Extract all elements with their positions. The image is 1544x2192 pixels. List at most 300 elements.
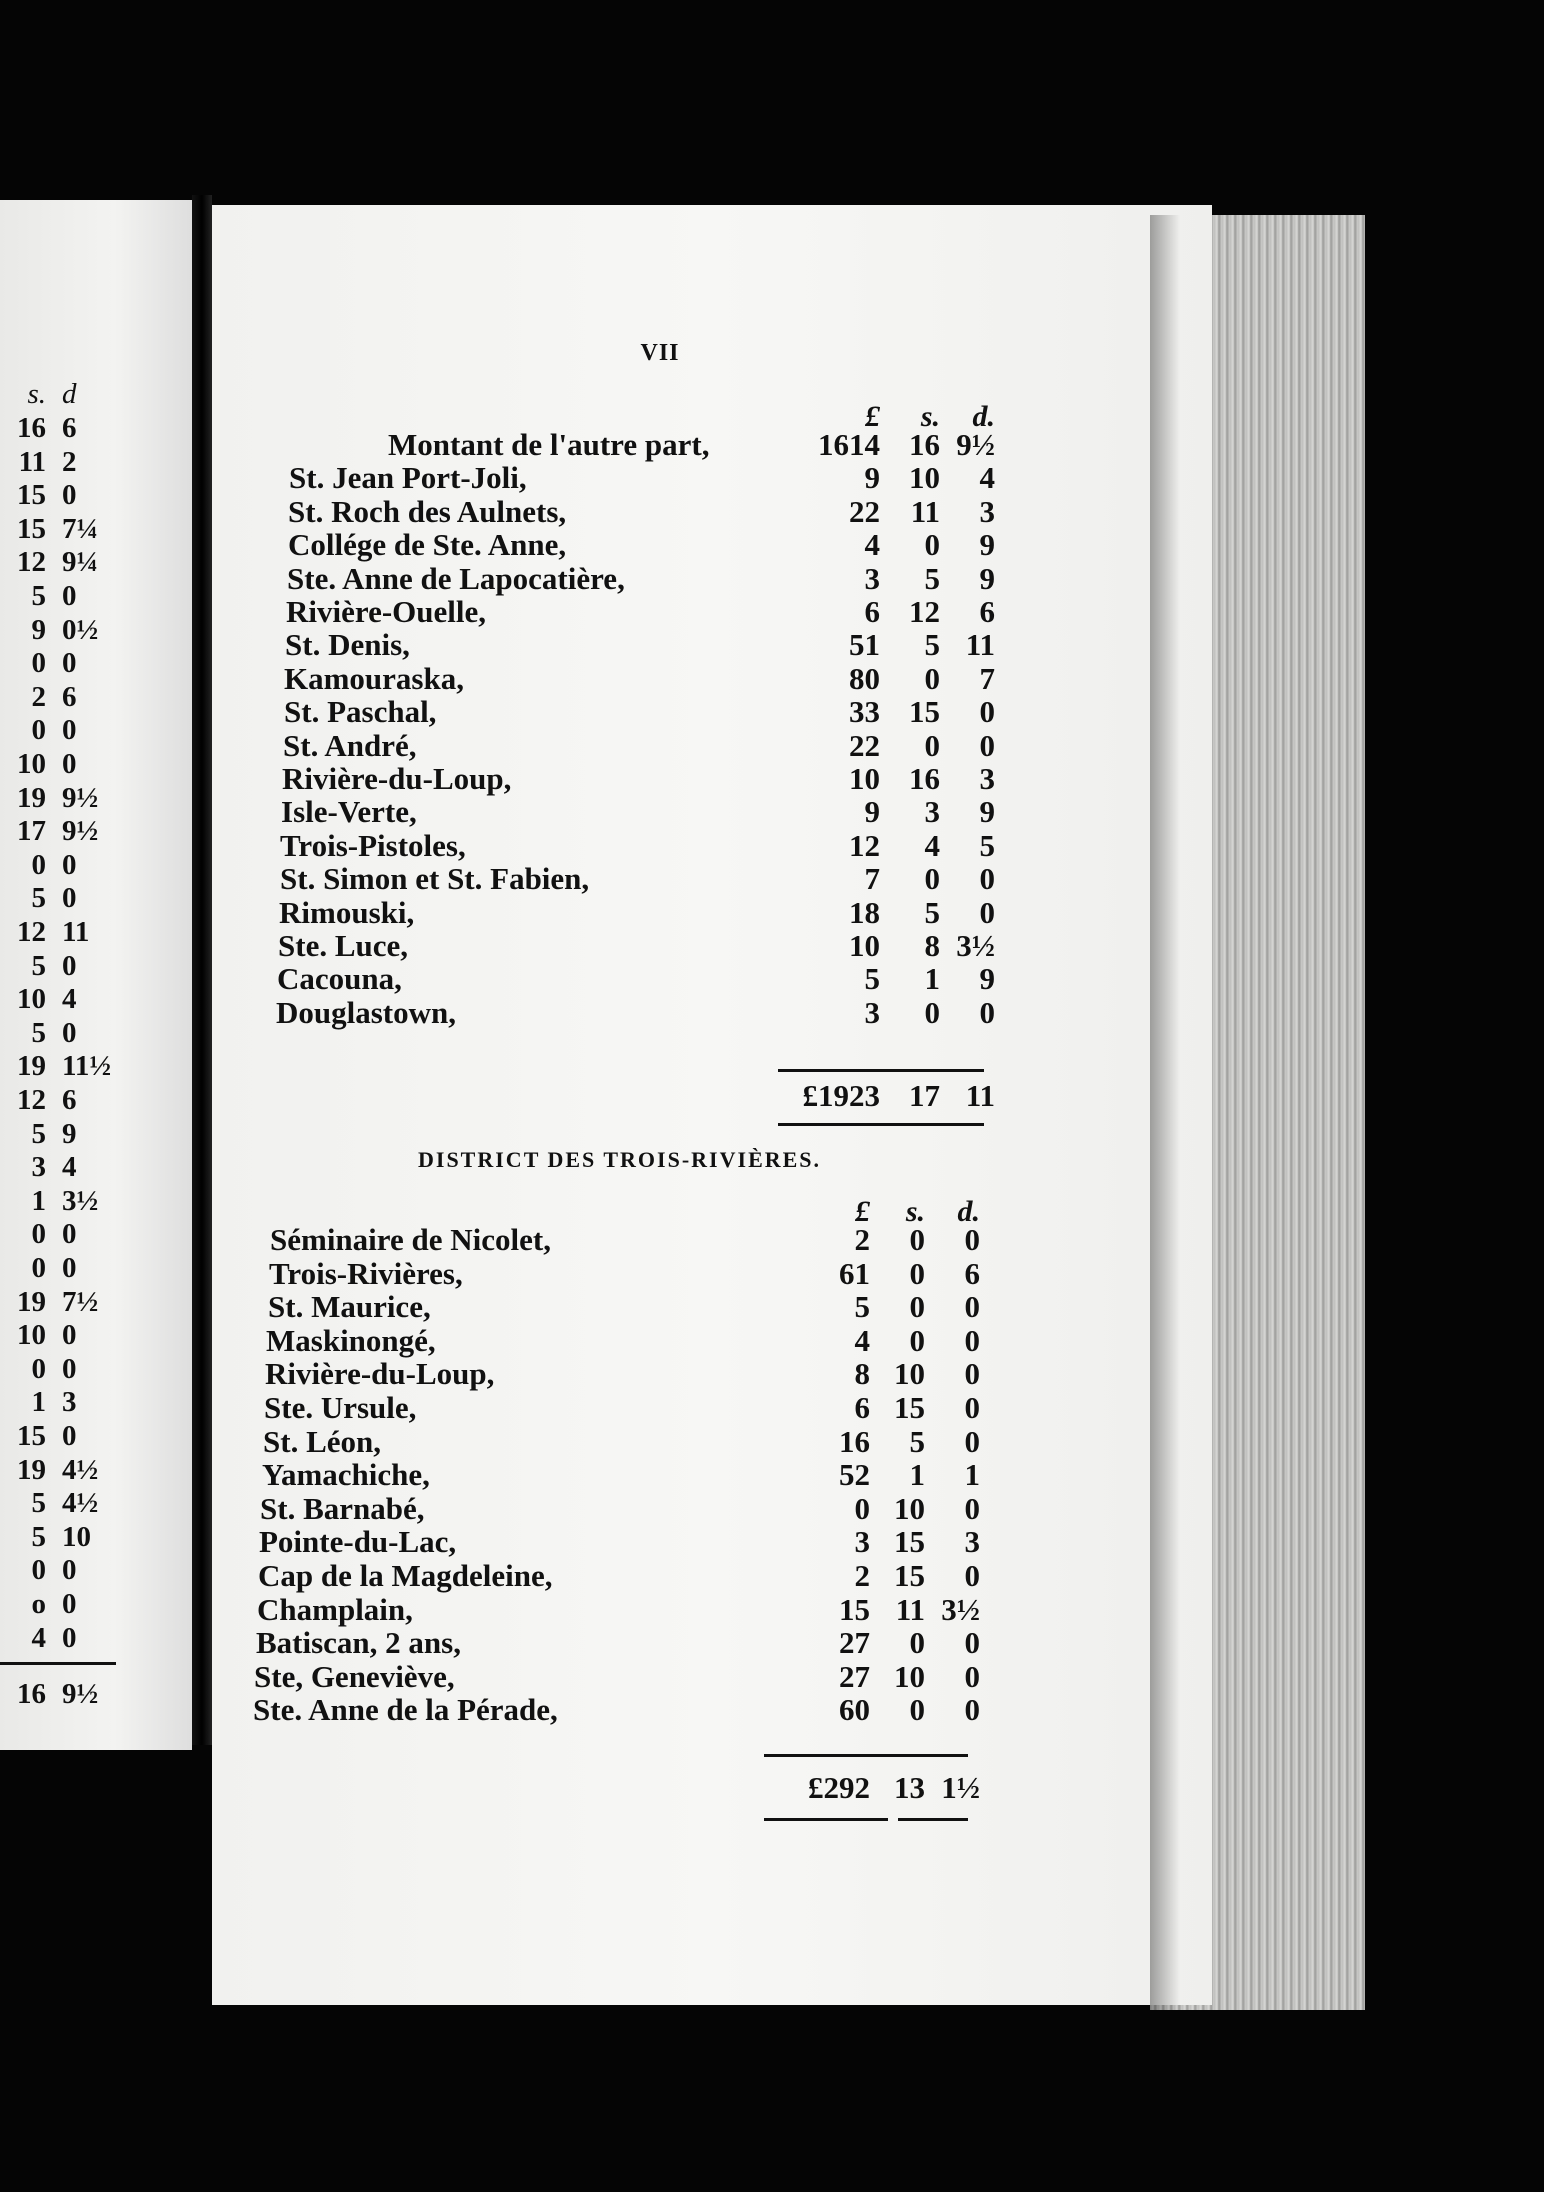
section1-row <box>280 861 1000 895</box>
section2-pence: 0 <box>964 1558 980 1593</box>
section2-pounds: 5 <box>854 1289 870 1325</box>
section1-shillings: 3 <box>924 794 940 830</box>
left-row <box>0 1050 120 1084</box>
section2-place-name: Maskinongé, <box>266 1322 436 1358</box>
section1-place-name: St. Paschal, <box>284 694 437 730</box>
left-row-s: 0 <box>31 1252 46 1284</box>
section2-header-pounds: £ <box>855 1195 870 1228</box>
section2-shillings: 0 <box>909 1222 925 1257</box>
section2-pounds: 8 <box>854 1356 870 1392</box>
section2-shillings: 1 <box>909 1457 925 1493</box>
section1-row <box>283 728 1000 762</box>
section2-row <box>270 1222 1000 1256</box>
section2-pounds: 16 <box>839 1423 870 1459</box>
section1-shillings: 16 <box>909 761 940 796</box>
section1-place-name: Ste. Anne de Lapocatière, <box>287 560 625 596</box>
left-row <box>0 1622 120 1656</box>
section1-pence: 0 <box>979 727 995 763</box>
section1-place-name: St. Simon et St. Fabien, <box>280 861 590 897</box>
section1-pence: 5 <box>979 827 995 863</box>
section2-shillings: 10 <box>894 1490 925 1526</box>
left-row <box>0 1353 120 1387</box>
section2-shillings: 10 <box>894 1356 925 1392</box>
section2-pence: 0 <box>964 1322 980 1358</box>
section2-pounds: 6 <box>854 1390 870 1425</box>
section1-pounds: 10 <box>849 761 880 796</box>
left-row <box>0 714 120 748</box>
page-number: VII <box>640 340 680 366</box>
left-row-d: 9¼ <box>62 546 99 579</box>
section2-row <box>264 1390 1000 1424</box>
section1-pounds: 33 <box>849 694 880 730</box>
section2-place-name: Batiscan, 2 ans, <box>256 1625 461 1661</box>
left-row-s: 12 <box>17 916 46 948</box>
section1-pence: 6 <box>979 594 995 629</box>
left-row-d: 0 <box>62 1319 77 1352</box>
section2-pounds: 27 <box>839 1658 870 1694</box>
left-row <box>0 1588 120 1622</box>
left-row <box>0 950 120 984</box>
left-row <box>0 1319 120 1353</box>
book-gutter <box>192 195 212 1745</box>
section2-pence: 6 <box>964 1255 980 1291</box>
section2-pounds: 3 <box>854 1524 870 1560</box>
section2-pence: 0 <box>964 1490 980 1526</box>
section1-place-name: Cacouna, <box>277 961 402 997</box>
left-row <box>0 849 120 883</box>
left-row <box>0 412 120 446</box>
section2-place-name: Ste, Geneviève, <box>254 1658 455 1694</box>
section1-row <box>282 761 1000 795</box>
section2-pence: 0 <box>964 1423 980 1459</box>
left-row-s: 17 <box>17 815 46 848</box>
section2-row <box>254 1659 1000 1693</box>
section1-header-pence: d. <box>972 400 995 433</box>
left-row-s: 1 <box>31 1386 46 1419</box>
section2-shillings: 10 <box>894 1658 925 1694</box>
section2-pence: 3 <box>964 1524 980 1560</box>
left-row <box>0 1487 120 1521</box>
section1-shillings: 5 <box>924 627 940 663</box>
left-row-s: 15 <box>17 512 46 545</box>
section2-pounds: 2 <box>854 1558 870 1593</box>
left-row <box>0 1252 120 1286</box>
section1-pence: 0 <box>979 694 995 730</box>
section2-place-name: St. Léon, <box>263 1423 381 1459</box>
section2-total-row <box>760 1770 1000 1804</box>
left-row <box>0 580 120 614</box>
left-header-d: d <box>62 378 77 410</box>
left-row <box>0 916 120 950</box>
section1-row <box>276 995 1000 1029</box>
left-total-rule <box>0 1662 116 1665</box>
left-row-d: 2 <box>62 445 77 478</box>
section2-pence: 0 <box>964 1356 980 1392</box>
section1-pounds: 9 <box>864 794 880 830</box>
left-row-s: 5 <box>31 1520 46 1553</box>
section1-pounds: 51 <box>849 627 880 663</box>
section2-pounds: 0 <box>854 1490 870 1526</box>
left-row <box>0 614 120 648</box>
left-row-d: 0 <box>62 1252 77 1284</box>
section1-place-name: Trois-Pistoles, <box>280 827 466 863</box>
section1-total-shillings: 17 <box>909 1078 940 1113</box>
left-row-s: o <box>31 1588 46 1620</box>
left-row-d: 0 <box>62 882 77 915</box>
section1-place-name: Isle-Verte, <box>281 794 417 830</box>
section1-pence: 9 <box>979 560 995 596</box>
left-row-d: 0 <box>62 580 77 612</box>
left-row <box>0 1084 120 1118</box>
section1-row <box>286 594 1000 628</box>
section2-shillings: 0 <box>909 1625 925 1661</box>
left-row-d: 3½ <box>62 1184 99 1217</box>
section2-shillings: 0 <box>909 1289 925 1325</box>
left-row <box>0 1386 120 1420</box>
left-row-s: 5 <box>31 949 46 982</box>
left-row <box>0 479 120 513</box>
page-edge-shadow <box>1150 215 1180 2010</box>
left-row-d: 7¼ <box>62 512 99 545</box>
section1-pounds: 18 <box>849 894 880 930</box>
left-row-s: 5 <box>31 580 46 612</box>
left-row-s: 15 <box>17 479 46 512</box>
section1-pounds: 4 <box>864 527 880 563</box>
section2-row <box>265 1356 1000 1390</box>
section1-total-pounds: £1923 <box>802 1078 880 1113</box>
left-row-d: 10 <box>62 1520 91 1553</box>
section1-shillings: 5 <box>924 560 940 596</box>
section2-pounds: 4 <box>854 1322 870 1358</box>
section1-pounds: 3 <box>864 560 880 596</box>
section1-pounds: 22 <box>849 727 880 763</box>
section1-pence: 9½ <box>956 427 995 462</box>
section1-shillings: 0 <box>924 527 940 563</box>
section1-shillings: 16 <box>909 427 940 462</box>
section2-header-shillings: s. <box>905 1195 925 1228</box>
section2-header-pence: d. <box>957 1195 980 1228</box>
section1-pence: 3½ <box>956 928 995 963</box>
section1-shillings: 8 <box>924 928 940 963</box>
section2-shillings: 0 <box>909 1255 925 1291</box>
left-row-s: 0 <box>31 1352 46 1385</box>
section2-row <box>269 1256 1000 1290</box>
section2-place-name: Rivière-du-Loup, <box>265 1356 495 1392</box>
left-row-s: 12 <box>17 546 46 579</box>
section2-pence: 0 <box>964 1658 980 1694</box>
left-row-s: 10 <box>17 748 46 780</box>
section2-row <box>257 1592 1000 1626</box>
left-row-d: 9 <box>62 1117 77 1150</box>
left-row-s: 15 <box>17 1420 46 1452</box>
left-total-s: 16 <box>17 1678 46 1710</box>
section1-pounds: 22 <box>849 493 880 529</box>
section2-place-name: Séminaire de Nicolet, <box>270 1222 551 1257</box>
left-row-s: 12 <box>17 1084 46 1116</box>
section2-place-name: Champlain, <box>257 1591 413 1627</box>
section2-place-name: Ste. Anne de la Pérade, <box>253 1692 558 1728</box>
section1-shillings: 5 <box>924 894 940 930</box>
left-row-d: 11 <box>62 916 90 948</box>
left-row-d: 9½ <box>62 815 99 848</box>
section1-pence: 9 <box>979 527 995 563</box>
left-row <box>0 1554 120 1588</box>
section1-shillings: 4 <box>924 827 940 863</box>
left-row-d: 4 <box>62 983 77 1016</box>
left-row-s: 5 <box>31 1016 46 1049</box>
section2-total-rule <box>764 1754 968 1757</box>
left-row <box>0 882 120 916</box>
left-row-s: 0 <box>31 1218 46 1251</box>
left-row-d: 0 <box>62 1621 77 1654</box>
section1-row <box>388 427 1000 461</box>
district-title: DISTRICT DES TROIS-RIVIÈRES. <box>418 1147 822 1172</box>
left-row <box>0 546 120 580</box>
section2-place-name: Cap de la Magdeleine, <box>258 1558 553 1593</box>
section1-row <box>278 928 1000 962</box>
section1-pence: 7 <box>979 660 995 696</box>
left-header-s: s. <box>27 378 46 410</box>
left-row-d: 0 <box>62 1588 77 1620</box>
left-row <box>0 1118 120 1152</box>
section1-pounds: 80 <box>849 660 880 696</box>
section2-shillings: 0 <box>909 1322 925 1358</box>
left-row-d: 0 <box>62 1218 77 1251</box>
section2-row <box>260 1491 1000 1525</box>
left-row-d: 11½ <box>62 1050 112 1083</box>
section2-row <box>253 1692 1000 1726</box>
section2-pence: 0 <box>964 1222 980 1257</box>
section2-pence: 0 <box>964 1625 980 1661</box>
section2-row <box>258 1558 1000 1592</box>
section1-row <box>279 895 1000 929</box>
left-row-d: 4½ <box>62 1453 99 1486</box>
left-row-s: 0 <box>31 714 46 747</box>
left-row-d: 7½ <box>62 1285 99 1318</box>
section1-place-name: Montant de l'autre part, <box>388 427 710 462</box>
section1-shillings: 1 <box>924 961 940 997</box>
left-row-d: 3 <box>62 1386 77 1419</box>
section1-place-name: St. Roch des Aulnets, <box>288 493 567 529</box>
left-row-s: 10 <box>17 1319 46 1352</box>
section1-pounds: 6 <box>864 594 880 629</box>
section1-place-name: St. André, <box>283 727 417 763</box>
section1-place-name: Ste. Luce, <box>278 928 409 963</box>
section1-place-name: St. Denis, <box>285 627 410 663</box>
left-row-s: 0 <box>31 647 46 680</box>
section1-row <box>280 828 1000 862</box>
section1-total-rule <box>778 1069 984 1072</box>
section2-row <box>262 1457 1000 1491</box>
left-row-s: 2 <box>31 680 46 713</box>
left-row <box>0 1454 120 1488</box>
section1-row <box>284 661 1000 695</box>
left-row-d: 0 <box>62 848 77 881</box>
section2-shillings: 15 <box>894 1390 925 1425</box>
section1-pence: 3 <box>979 761 995 796</box>
section1-place-name: Rivière-Ouelle, <box>286 594 487 629</box>
section2-pounds: 27 <box>839 1625 870 1661</box>
section2-place-name: Pointe-du-Lac, <box>259 1524 457 1560</box>
left-row-d: 6 <box>62 1084 77 1116</box>
section1-pounds: 10 <box>849 928 880 963</box>
left-row-d: 0 <box>62 949 77 982</box>
section1-pounds: 12 <box>849 827 880 863</box>
section1-place-name: Collége de Ste. Anne, <box>288 527 567 563</box>
section2-row <box>263 1424 1000 1458</box>
section1-header-pounds: £ <box>865 400 880 433</box>
left-row-s: 0 <box>31 1554 46 1587</box>
section1-pence: 0 <box>979 861 995 897</box>
left-row <box>0 1185 120 1219</box>
left-row <box>0 1420 120 1454</box>
section1-shillings: 10 <box>909 460 940 496</box>
section1-row <box>277 961 1000 995</box>
section2-row <box>268 1289 1000 1323</box>
section2-pounds: 60 <box>839 1692 870 1728</box>
left-row-d: 0 <box>62 714 77 747</box>
section1-total-pence: 11 <box>965 1078 995 1113</box>
section1-row <box>288 494 1000 528</box>
section1-row <box>281 794 1000 828</box>
section2-pence: 0 <box>964 1390 980 1425</box>
left-row-d: 4 <box>62 1151 77 1184</box>
left-row-s: 5 <box>31 882 46 915</box>
section2-place-name: St. Maurice, <box>268 1289 431 1325</box>
left-row-s: 19 <box>17 1285 46 1318</box>
section2-total-shillings: 13 <box>894 1770 925 1805</box>
section1-place-name: Kamouraska, <box>284 660 464 696</box>
section1-shillings: 12 <box>909 594 940 629</box>
left-row-s: 1 <box>31 1184 46 1217</box>
section1-place-name: Rimouski, <box>279 894 415 930</box>
section1-place-name: Rivière-du-Loup, <box>282 761 512 796</box>
section1-pounds: 9 <box>864 460 880 496</box>
left-row <box>0 748 120 782</box>
left-row-s: 9 <box>31 613 46 646</box>
left-row-d: 0½ <box>62 613 99 646</box>
section1-shillings: 0 <box>924 994 940 1030</box>
left-row-d: 0 <box>62 748 77 780</box>
section1-pence: 0 <box>979 894 995 930</box>
section1-shillings: 11 <box>910 493 940 529</box>
section2-shillings: 15 <box>894 1558 925 1593</box>
section1-total-underline <box>778 1123 984 1126</box>
left-row-s: 5 <box>31 1487 46 1520</box>
section2-pence: 3½ <box>941 1591 980 1627</box>
section1-pounds: 3 <box>864 994 880 1030</box>
left-row-d: 0 <box>62 1016 77 1049</box>
section2-pounds: 2 <box>854 1222 870 1257</box>
section1-pounds: 5 <box>864 961 880 997</box>
previous-page-fragment <box>0 200 192 1750</box>
section1-row <box>289 460 1000 494</box>
left-row <box>0 1017 120 1051</box>
section2-pence: 0 <box>964 1692 980 1728</box>
section1-place-name: St. Jean Port-Joli, <box>289 460 527 496</box>
left-row <box>0 647 120 681</box>
left-row-s: 10 <box>17 983 46 1016</box>
section2-pence: 1 <box>964 1457 980 1493</box>
left-row-d: 4½ <box>62 1487 99 1520</box>
section1-row <box>284 694 1000 728</box>
left-column-headers <box>0 378 120 412</box>
left-row <box>0 513 120 547</box>
left-row-s: 4 <box>31 1621 46 1654</box>
section2-pounds: 15 <box>839 1591 870 1627</box>
left-total-row <box>0 1678 120 1712</box>
section2-row <box>259 1524 1000 1558</box>
left-row-d: 6 <box>62 680 77 713</box>
section1-shillings: 0 <box>924 727 940 763</box>
section2-total-pounds: £292 <box>808 1770 870 1805</box>
section1-pence: 4 <box>979 460 995 496</box>
left-row <box>0 681 120 715</box>
left-total-d: 9½ <box>62 1678 99 1710</box>
section1-total-row <box>760 1078 1000 1112</box>
section2-pounds: 52 <box>839 1457 870 1493</box>
section2-shillings: 0 <box>909 1692 925 1728</box>
left-row-s: 19 <box>17 1453 46 1486</box>
section1-pence: 9 <box>979 794 995 830</box>
left-row <box>0 446 120 480</box>
section1-shillings: 15 <box>909 694 940 730</box>
section2-place-name: Yamachiche, <box>262 1457 430 1493</box>
section1-pence: 0 <box>979 994 995 1030</box>
section2-place-name: Trois-Rivières, <box>269 1255 463 1291</box>
left-row <box>0 782 120 816</box>
section1-header-shillings: s. <box>920 400 940 433</box>
section1-row <box>285 627 1000 661</box>
left-row-d: 0 <box>62 1420 77 1452</box>
section1-pence: 11 <box>965 627 995 663</box>
left-row <box>0 815 120 849</box>
left-row-s: 19 <box>17 781 46 814</box>
left-row-s: 19 <box>17 1050 46 1083</box>
section2-total-underline-left <box>764 1818 888 1821</box>
section2-place-name: St. Barnabé, <box>260 1490 425 1526</box>
section1-pounds: 7 <box>864 861 880 897</box>
left-row <box>0 1218 120 1252</box>
left-row-s: 16 <box>17 412 46 444</box>
section2-total-pence: 1½ <box>941 1770 980 1805</box>
section2-total-underline-right <box>898 1818 968 1821</box>
left-row <box>0 1151 120 1185</box>
section1-place-name: Douglastown, <box>276 994 457 1030</box>
section1-pence: 9 <box>979 961 995 997</box>
left-row <box>0 983 120 1017</box>
left-row-d: 0 <box>62 647 77 680</box>
section1-row <box>288 527 1000 561</box>
section1-pence: 3 <box>979 493 995 529</box>
left-row-d: 0 <box>62 479 77 512</box>
section2-row <box>266 1323 1000 1357</box>
section1-pounds: 1614 <box>818 427 880 462</box>
section2-pence: 0 <box>964 1289 980 1325</box>
left-row-d: 6 <box>62 412 77 444</box>
left-row-s: 11 <box>18 445 46 478</box>
left-row-d: 0 <box>62 1352 77 1385</box>
section2-pounds: 61 <box>839 1255 870 1291</box>
left-row-d: 9½ <box>62 781 99 814</box>
section2-place-name: Ste. Ursule, <box>264 1390 417 1425</box>
left-row-s: 0 <box>31 848 46 881</box>
left-row-s: 5 <box>31 1117 46 1150</box>
section2-shillings: 15 <box>894 1524 925 1560</box>
section1-shillings: 0 <box>924 861 940 897</box>
left-row-d: 0 <box>62 1554 77 1587</box>
section2-shillings: 11 <box>895 1591 925 1627</box>
